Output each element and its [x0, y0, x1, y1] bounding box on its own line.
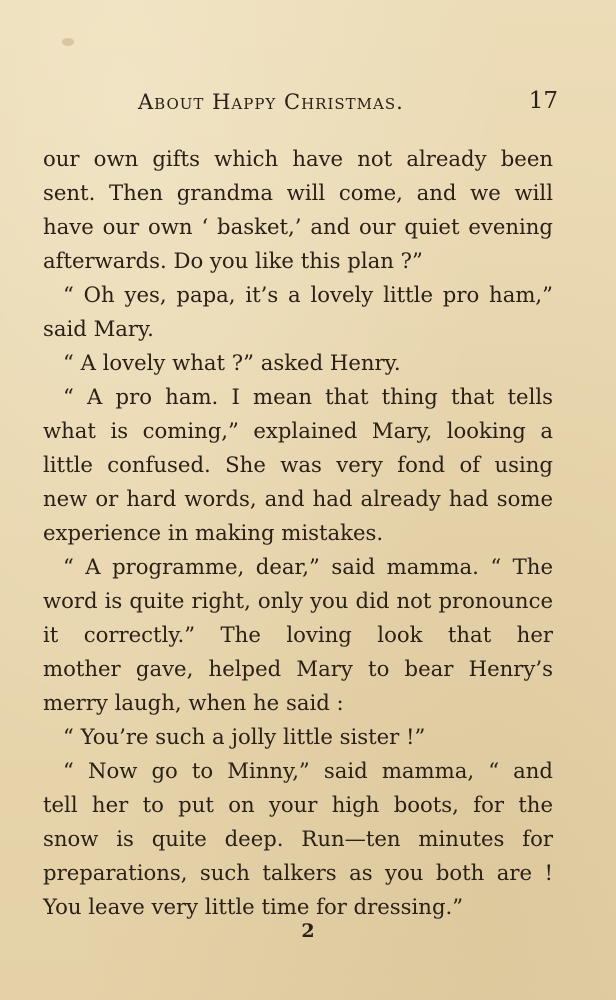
page-number: 17	[528, 88, 558, 114]
text-line: tell her to put on your high boots, for the	[43, 792, 553, 817]
signature-mark: 2	[301, 920, 315, 942]
text-line: “ A lovely what ?” asked Henry.	[63, 350, 401, 375]
text-line: have our own ‘ basket,’ and our quiet evening	[43, 214, 553, 239]
text-line: sent. Then grandma will come, and we will	[43, 180, 553, 205]
text-line: preparations, such talkers as you both are !	[43, 860, 553, 885]
running-title: About Happy Christmas.	[138, 90, 404, 114]
text-line: “ You’re such a jolly little sister !”	[63, 724, 426, 749]
text-line: experience in making mistakes.	[43, 520, 384, 545]
text-line: “ A pro ham. I mean that thing that tells	[63, 384, 553, 409]
body-text	[43, 142, 553, 924]
paper-stain	[62, 38, 74, 46]
text-line: said Mary.	[43, 316, 154, 341]
text-line: word is quite right, only you did not pronounce	[43, 588, 553, 613]
text-line: “ A programme, dear,” said mamma. “ The	[63, 554, 553, 579]
text-line: merry laugh, when he said :	[43, 690, 344, 715]
text-line: little confused. She was very fond of using	[43, 452, 553, 477]
text-line: what is coming,” explained Mary, looking a	[43, 418, 553, 443]
running-header	[120, 86, 558, 122]
text-line: our own gifts which have not already been	[43, 146, 553, 171]
text-line: it correctly.” The loving look that her	[43, 622, 553, 647]
text-line: afterwards. Do you like this plan ?”	[43, 248, 423, 273]
text-line: “ Oh yes, papa, it’s a lovely little pro ham,”	[63, 282, 553, 307]
text-line: new or hard words, and had already had some	[43, 486, 553, 511]
text-line: You leave very little time for dressing.”	[43, 894, 464, 919]
text-line: mother gave, helped Mary to bear Henry’s	[43, 656, 553, 681]
text-line: snow is quite deep. Run—ten minutes for	[43, 826, 553, 851]
text-line: “ Now go to Minny,” said mamma, “ and	[63, 758, 553, 783]
